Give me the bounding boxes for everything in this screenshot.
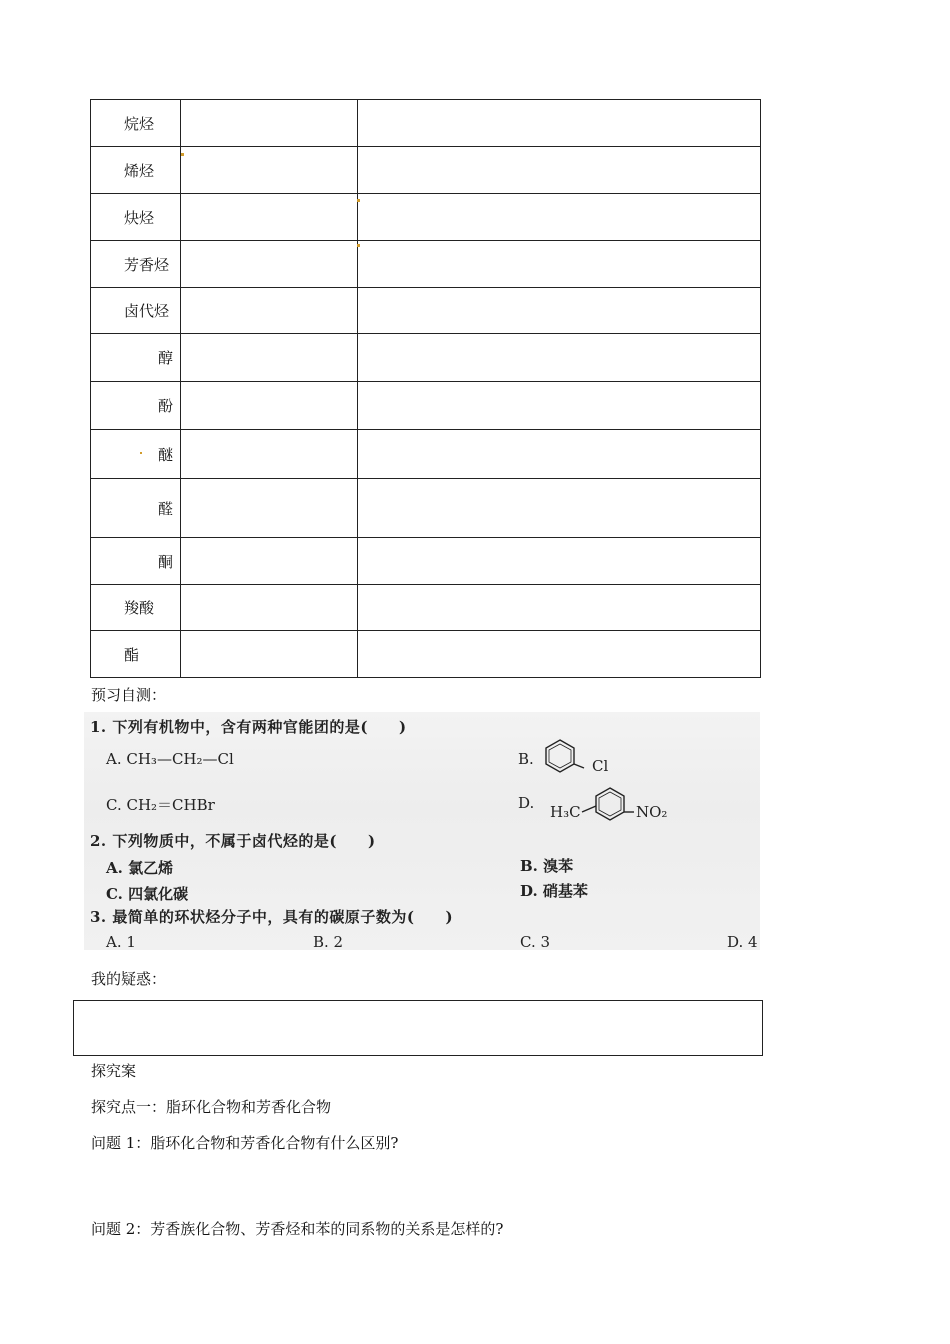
q2-option-c: C. 四氯化碳 [106, 885, 189, 903]
class-name-cell [91, 382, 181, 430]
q1-option-d-label: D. [518, 794, 535, 812]
table-row [91, 147, 761, 194]
class-name-cell [91, 147, 181, 194]
explore-question-2: 问题 2：芳香族化合物、芳香烃和苯的同系物的关系是怎样的? [91, 1220, 504, 1238]
explore-question-1: 问题 1：脂环化合物和芳香化合物有什么区别? [91, 1134, 399, 1152]
class-name-label: 醇 [157, 349, 173, 367]
functional-group-cell[interactable] [181, 585, 358, 631]
class-name-label: 羧酸 [124, 599, 155, 617]
q2-option-d: D. 硝基苯 [520, 882, 588, 900]
organic-class-table [90, 99, 761, 678]
table-row [91, 382, 761, 430]
example-cell[interactable] [358, 100, 761, 147]
class-name-label: 酚 [157, 397, 173, 415]
example-cell[interactable] [358, 382, 761, 430]
table-row [91, 334, 761, 382]
class-name-cell [91, 100, 181, 147]
functional-group-cell[interactable] [181, 430, 358, 479]
doubt-heading: 我的疑惑： [91, 970, 167, 988]
class-name-label: 烯烃 [124, 161, 155, 180]
table-row [91, 241, 761, 288]
functional-group-cell[interactable] [181, 241, 358, 288]
q1-stem: 1. 下列有机物中，含有两种官能团的是( ) [90, 718, 407, 736]
example-cell[interactable] [358, 194, 761, 241]
example-cell[interactable] [358, 334, 761, 382]
table-row [91, 479, 761, 538]
table-row [91, 288, 761, 334]
self-test-heading: 预习自测： [91, 686, 167, 704]
doubt-answer-box [73, 1000, 763, 1056]
q1-option-a: A. CH₃—CH₂—Cl [106, 750, 234, 768]
class-name-label: 卤代烃 [124, 302, 170, 320]
class-name-label: 醛 [157, 499, 173, 518]
class-name-cell [91, 631, 181, 678]
class-name-cell [91, 430, 181, 479]
example-cell[interactable] [358, 585, 761, 631]
functional-group-cell[interactable] [181, 147, 358, 194]
class-name-cell [91, 479, 181, 538]
table-row [91, 538, 761, 585]
functional-group-cell[interactable] [181, 538, 358, 585]
functional-group-cell[interactable] [181, 288, 358, 334]
stray-mark [357, 244, 360, 247]
functional-group-cell[interactable] [181, 631, 358, 678]
functional-group-cell[interactable] [181, 334, 358, 382]
class-name-label: 酯 [124, 645, 140, 664]
class-name-label: 芳香烃 [124, 255, 170, 274]
q2-option-b: B. 溴苯 [520, 857, 574, 875]
class-name-label: 酮 [157, 552, 173, 571]
q1-option-d-right-group: NO₂ [636, 803, 668, 821]
q3-option-c: C. 3 [520, 933, 551, 951]
table-row [91, 194, 761, 241]
example-cell[interactable] [358, 538, 761, 585]
q1-option-b-substituent: Cl [592, 757, 609, 775]
example-cell[interactable] [358, 631, 761, 678]
table-row [91, 631, 761, 678]
q1-option-d-left-group: H₃C [550, 803, 581, 821]
functional-group-cell[interactable] [181, 100, 358, 147]
class-name-label: 炔烃 [124, 208, 155, 227]
q2-option-a: A. 氯乙烯 [106, 859, 174, 877]
q3-option-a: A. 1 [106, 933, 136, 951]
q3-option-b: B. 2 [313, 933, 344, 951]
class-name-label: 醚 [157, 445, 173, 464]
stray-mark [140, 452, 142, 454]
table-row [91, 430, 761, 479]
example-cell[interactable] [358, 147, 761, 194]
stray-mark [357, 199, 360, 202]
q3-option-d: D. 4 [727, 933, 758, 951]
exercise-scan [84, 712, 760, 950]
class-name-cell [91, 538, 181, 585]
table-row [91, 100, 761, 147]
q1-option-c: C. CH₂＝CHBr [106, 796, 215, 814]
class-name-cell [91, 194, 181, 241]
q3-stem: 3. 最简单的环状烃分子中，具有的碳原子数为( ) [90, 908, 454, 926]
explore-point-1: 探究点一：脂环化合物和芳香化合物 [91, 1098, 332, 1116]
table-row [91, 585, 761, 631]
example-cell[interactable] [358, 241, 761, 288]
example-cell[interactable] [358, 479, 761, 538]
class-name-cell [91, 241, 181, 288]
explore-heading: 探究案 [91, 1062, 137, 1080]
example-cell[interactable] [358, 288, 761, 334]
class-name-cell [91, 585, 181, 631]
class-name-cell [91, 288, 181, 334]
functional-group-cell[interactable] [181, 479, 358, 538]
q2-stem: 2. 下列物质中，不属于卤代烃的是( ) [90, 832, 376, 850]
stray-mark [181, 153, 184, 156]
functional-group-cell[interactable] [181, 194, 358, 241]
class-name-label: 烷烃 [124, 114, 155, 133]
q1-option-b-label: B. [518, 750, 534, 768]
class-name-cell [91, 334, 181, 382]
functional-group-cell[interactable] [181, 382, 358, 430]
example-cell[interactable] [358, 430, 761, 479]
